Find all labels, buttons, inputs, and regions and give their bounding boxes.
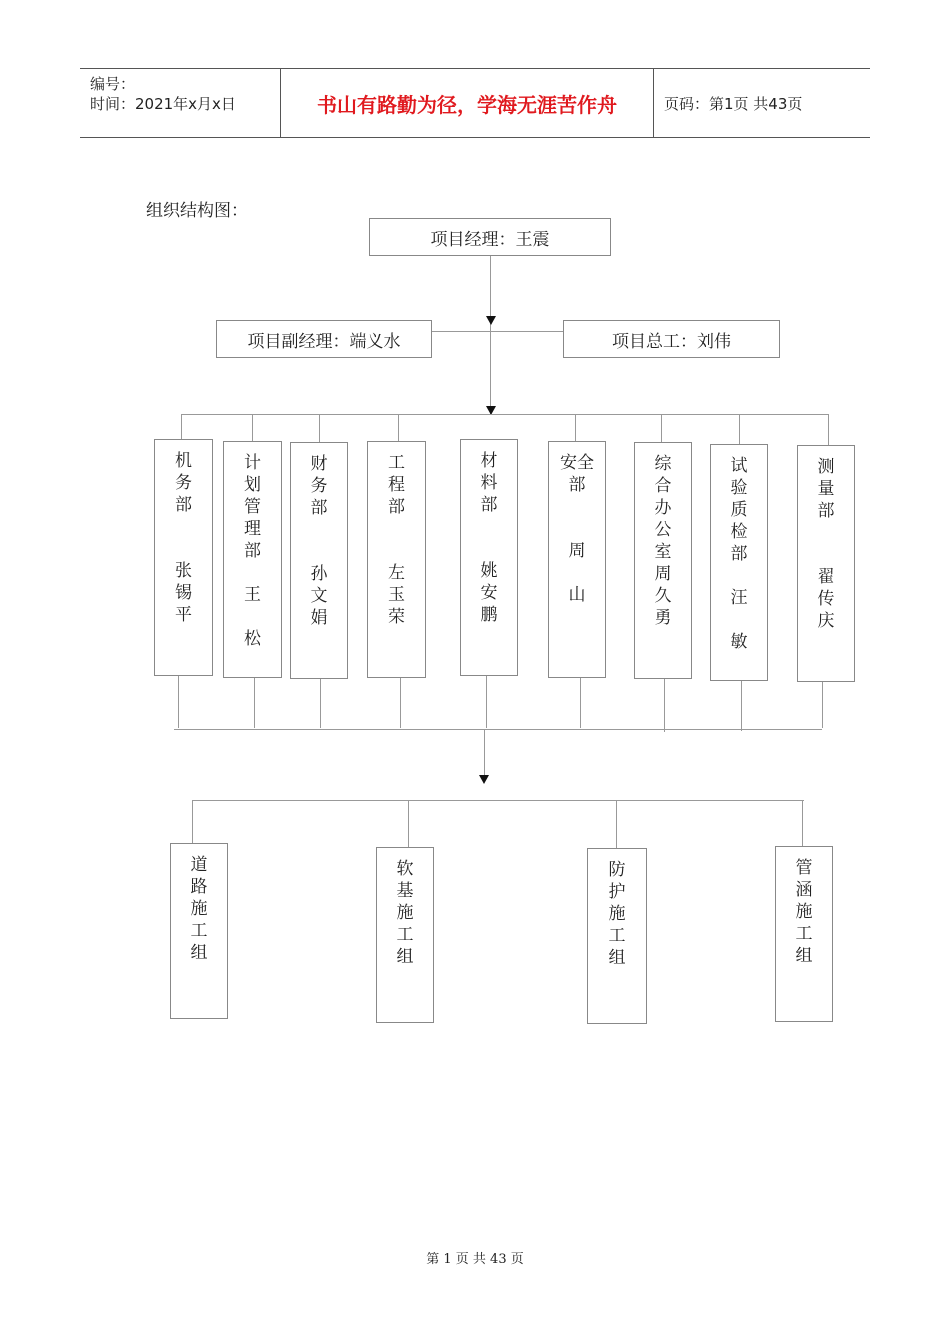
department-label: 计 划 管 理 部 王 松 (244, 453, 261, 649)
chart-caption: 组织结构图： (146, 201, 248, 221)
department-box (223, 441, 282, 678)
number-label: 编号： (90, 75, 136, 93)
connector-line (192, 800, 193, 843)
construction-group-label: 道 路 施 工 组 (190, 855, 208, 963)
connector-line (661, 414, 662, 442)
connector-line (484, 729, 485, 775)
department-box (548, 441, 606, 678)
connector-line (181, 414, 182, 439)
deputy-manager-box (216, 320, 432, 358)
department-label: 机 务 部 张 锡 平 (175, 451, 192, 625)
department-label: 综 合 办 公 室 周 久 勇 (654, 454, 672, 628)
connector-line (575, 414, 576, 441)
connector-line (408, 800, 409, 847)
construction-group-box (170, 843, 228, 1019)
department-label: 工 程 部 左 玉 荣 (388, 453, 405, 627)
department-box (710, 444, 768, 681)
department-box (460, 439, 518, 676)
department-box (290, 442, 348, 679)
department-box (797, 445, 855, 682)
deputy-manager-label: 项目副经理：端义水 (247, 331, 401, 352)
header-meta-cell (80, 69, 281, 137)
department-label: 财 务 部 孙 文 娟 (310, 454, 328, 628)
construction-group-label: 防 护 施 工 组 (608, 860, 626, 968)
chief-engineer-label: 项目总工：刘伟 (612, 331, 731, 352)
connector-line (822, 682, 823, 728)
construction-group-box (775, 846, 833, 1022)
connector-line (616, 800, 617, 848)
project-manager-label: 项目经理：王震 (430, 229, 550, 250)
project-manager-box (369, 218, 611, 256)
construction-group-label: 软 基 施 工 组 (396, 859, 414, 967)
department-box (367, 441, 426, 678)
connector-line (174, 729, 822, 730)
connector-line (178, 676, 179, 728)
connector-line (192, 800, 804, 801)
department-label: 测 量 部 翟 传 庆 (817, 457, 835, 631)
department-label: 安全 部 周 山 (560, 453, 594, 605)
construction-group-label: 管 涵 施 工 组 (795, 858, 813, 966)
connector-line (802, 800, 803, 846)
connector-line (432, 331, 563, 332)
connector-line (398, 414, 399, 441)
chief-engineer-box (563, 320, 780, 358)
connector-line (252, 414, 253, 441)
department-label: 材 料 部 姚 安 鹏 (480, 451, 498, 625)
page-info: 页码：第1页 共43页 (664, 94, 803, 113)
department-box (634, 442, 692, 679)
connector-line (319, 414, 320, 442)
connector-line (741, 681, 742, 731)
arrow-down-icon (486, 316, 496, 325)
motto: 书山有路勤为径，学海无涯苦作舟 (281, 69, 654, 137)
connector-line (181, 414, 829, 415)
connector-line (828, 414, 829, 445)
construction-group-box (587, 848, 647, 1024)
page-footer: 第 1 页 共 43 页 (426, 1252, 524, 1267)
arrow-down-icon (479, 775, 489, 784)
time-label: 时间：2021年x月x日 (90, 95, 236, 113)
connector-line (664, 679, 665, 732)
connector-line (580, 678, 581, 728)
department-label: 试 验 质 检 部 汪 敏 (730, 456, 748, 652)
connector-line (490, 255, 491, 415)
connector-line (486, 676, 487, 728)
connector-line (254, 678, 255, 728)
connector-line (739, 414, 740, 444)
construction-group-box (376, 847, 434, 1023)
connector-line (320, 679, 321, 728)
connector-line (400, 678, 401, 728)
document-header (80, 68, 870, 138)
department-box (154, 439, 213, 676)
